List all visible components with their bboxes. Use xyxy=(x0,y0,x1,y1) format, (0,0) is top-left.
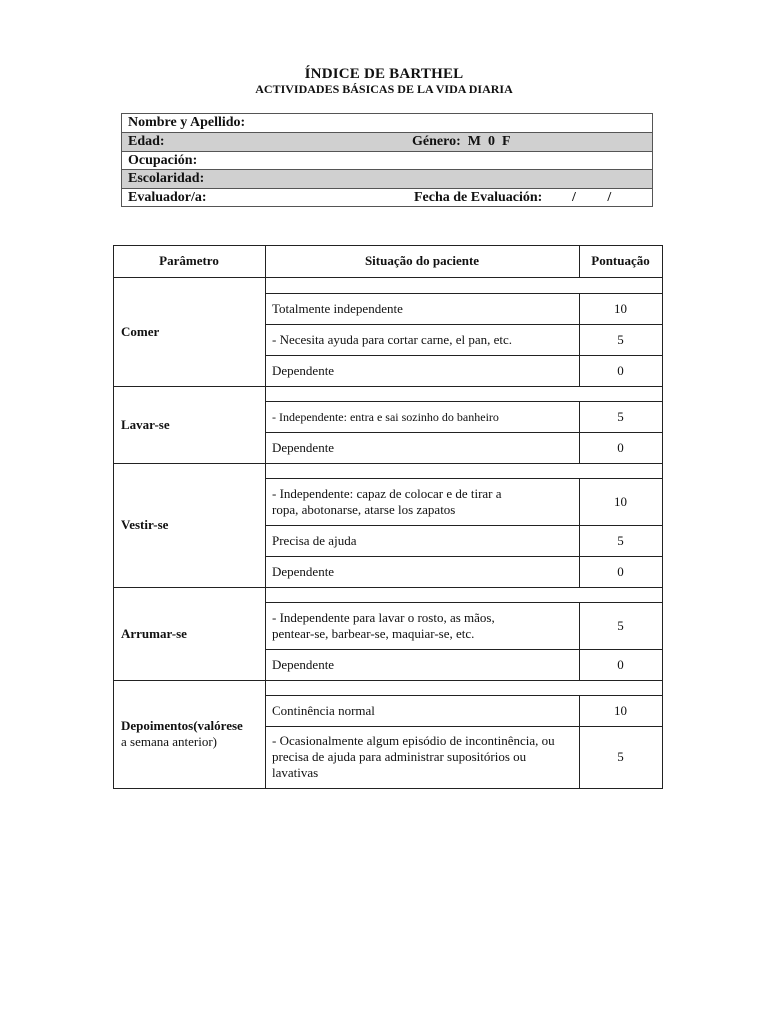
points-cell: 0 xyxy=(617,439,624,455)
param-depoimentos xyxy=(113,680,265,788)
row-line xyxy=(113,788,663,789)
evaluator-label: Evaluador/a: xyxy=(128,189,207,205)
situation-cell: Dependente xyxy=(272,656,335,672)
points-cell: 0 xyxy=(617,563,624,579)
evaluation-date-slashes: / / xyxy=(572,189,612,205)
situation-cell: Continência normal xyxy=(272,702,375,718)
param-lavar-se: Lavar-se xyxy=(121,416,170,432)
situation-cell xyxy=(265,478,579,525)
situation-line: lavativas xyxy=(272,765,319,780)
points-cell: 5 xyxy=(617,617,624,633)
situation-cell: - Independente: entra e sai sozinho do banheiro xyxy=(272,409,499,424)
points-cell: 5 xyxy=(617,749,624,764)
evaluator-date-row xyxy=(122,188,652,206)
situation-line: pentear-se, barbear-se, maquiar-se, etc. xyxy=(272,625,475,641)
document-subtitle: ACTIVIDADES BÁSICAS DE LA VIDA DIARIA xyxy=(255,82,513,96)
points-cell: 5 xyxy=(617,532,624,548)
situation-cell: Precisa de ajuda xyxy=(272,532,357,548)
points-cell: 10 xyxy=(614,300,627,316)
gender-label: Género: M 0 F xyxy=(412,134,511,150)
situation-line: - Ocasionalmente algum episódio de incontinência, ou xyxy=(272,733,555,748)
situation-cell xyxy=(265,726,579,788)
points-cell: 5 xyxy=(617,408,624,424)
points-cell: 10 xyxy=(614,702,627,718)
situation-line: ropa, abotonarse, atarse los zapatos xyxy=(272,501,456,517)
param-note: a semana anterior) xyxy=(121,734,218,749)
occupation-row xyxy=(122,151,652,169)
param-line: Depoimentos(valórese xyxy=(121,718,243,733)
situation-cell: Dependente xyxy=(272,362,335,378)
param-arrumar-se: Arrumar-se xyxy=(121,625,187,641)
situation-cell: Totalmente independente xyxy=(272,300,403,316)
param-comer: Comer xyxy=(121,323,160,339)
situation-line: - Independente: capaz de colocar e de tirar a xyxy=(272,485,502,501)
header-situation: Situação do paciente xyxy=(364,253,480,268)
schooling-row xyxy=(122,169,652,187)
situation-cell: - Necesita ayuda para cortar carne, el pan, etc. xyxy=(272,331,512,347)
situation-cell: Dependente xyxy=(272,563,335,579)
situation-line: precisa de ajuda para administrar supositórios ou xyxy=(272,749,527,764)
patient-info-box xyxy=(121,113,653,207)
age-label: Edad: xyxy=(128,134,165,150)
situation-cell xyxy=(265,602,579,649)
evaluation-date-label: Fecha de Evaluación: xyxy=(414,189,543,205)
header-points: Pontuação xyxy=(591,253,650,268)
table-border-right xyxy=(662,245,663,789)
occupation-label: Ocupación: xyxy=(128,152,198,168)
situation-line: - Independente para lavar o rosto, as mãos, xyxy=(272,609,495,625)
age-gender-row xyxy=(122,132,652,150)
document-title: ÍNDICE DE BARTHEL xyxy=(304,66,464,82)
param-vestir-se: Vestir-se xyxy=(121,517,169,532)
points-cell: 10 xyxy=(614,493,627,509)
points-cell: 0 xyxy=(617,656,624,672)
header-parameter: Parâmetro xyxy=(159,253,219,268)
schooling-label: Escolaridad: xyxy=(128,171,205,187)
points-cell: 0 xyxy=(617,362,624,378)
name-row xyxy=(122,114,652,132)
points-cell: 5 xyxy=(617,331,624,347)
barthel-table xyxy=(113,245,663,789)
situation-cell: Dependente xyxy=(272,439,335,455)
name-label: Nombre y Apellido: xyxy=(128,115,246,130)
